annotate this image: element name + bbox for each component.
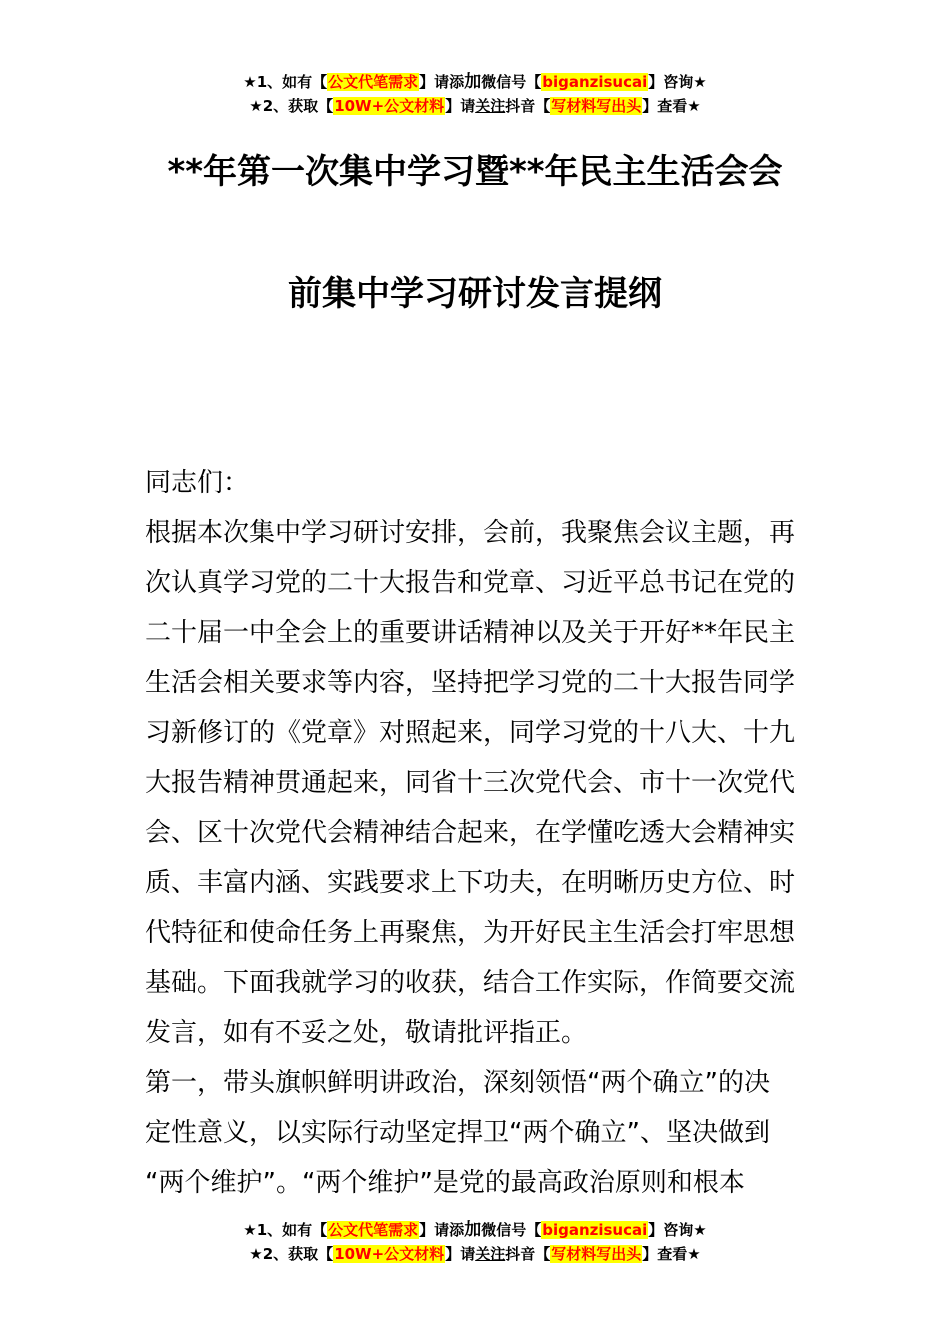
body-line: 代特征和使命任务上再聚焦，为开好民主生活会打牢思想 (145, 918, 796, 948)
ad-text: 微信号【 (481, 1221, 542, 1239)
body-line: 定性意义，以实际行动坚定捍卫“两个确立”、坚决做到 (145, 1118, 770, 1148)
ad-text: 抖音【 (505, 97, 551, 115)
body-line: 会、区十次党代会精神结合起来，在学懂吃透大会精神实 (145, 818, 796, 848)
ad-highlight: 写材料写出头 (551, 97, 642, 115)
ad-text: 】请添 (419, 73, 465, 91)
ad-highlight: 公文代笔需求 (328, 73, 419, 91)
salutation: 同志们： (145, 468, 250, 498)
ad-highlight: 10W+公文材料 (334, 97, 445, 115)
ad-highlight: biganzisucai (542, 73, 648, 91)
ad-text: ★1、如有【 (243, 73, 328, 91)
ad-text: ★1、如有【 (243, 1221, 328, 1239)
document-title-line-2: 前集中学习研讨发言提纲 (288, 274, 662, 314)
ad-highlight: 10W+公文材料 (334, 1245, 445, 1263)
ad-text: 加 (464, 1220, 482, 1240)
body-line: 次认真学习党的二十大报告和党章、习近平总书记在党的 (145, 568, 796, 598)
ad-text: 微信号【 (481, 73, 542, 91)
document-title-line-1: **年第一次集中学习暨**年民主生活会会 (167, 152, 783, 192)
ad-text: 】请添 (419, 1221, 465, 1239)
ad-text: 抖音【 (505, 1245, 551, 1263)
body-line: 质、丰富内涵、实践要求上下功夫，在明晰历史方位、时 (145, 868, 796, 898)
body-line: “两个维护”。“两个维护”是党的最高政治原则和根本 (145, 1168, 745, 1198)
ad-text: 】咨询★ (648, 1221, 707, 1239)
body-line: 生活会相关要求等内容，坚持把学习党的二十大报告同学 (145, 668, 796, 698)
ad-text: 关注 (475, 97, 506, 115)
body-line: 第一，带头旗帜鲜明讲政治，深刻领悟“两个确立”的决 (145, 1068, 770, 1098)
ad-text: 加 (464, 72, 482, 92)
ad-text: 】请 (445, 97, 476, 115)
ad-text: 】咨询★ (648, 73, 707, 91)
document-body (145, 458, 810, 1208)
body-line: 根据本次集中学习研讨安排，会前，我聚焦会议主题，再 (145, 518, 796, 548)
ad-highlight: 写材料写出头 (551, 1245, 642, 1263)
body-line: 基础。下面我就学习的收获，结合工作实际，作简要交流 (145, 968, 796, 998)
body-line: 发言，如有不妥之处，敬请批评指正。 (145, 1018, 588, 1048)
header-ad-line-2 (0, 94, 950, 118)
ad-text: 关注 (475, 1245, 506, 1263)
body-line: 大报告精神贯通起来，同省十三次党代会、市十一次党代 (145, 768, 796, 798)
ad-text: ★2、获取【 (249, 97, 334, 115)
ad-highlight: 公文代笔需求 (328, 1221, 419, 1239)
header-ad-line-1 (0, 70, 950, 94)
ad-text: 】查看★ (642, 1245, 701, 1263)
ad-highlight: biganzisucai (542, 1221, 648, 1239)
ad-text: ★2、获取【 (249, 1245, 334, 1263)
ad-text: 】请 (445, 1245, 476, 1263)
body-line: 二十届一中全会上的重要讲话精神以及关于开好**年民主 (145, 618, 796, 648)
body-line: 习新修订的《党章》对照起来，同学习党的十八大、十九 (145, 718, 796, 748)
footer-ad-line-1 (0, 1218, 950, 1242)
footer-ad-line-2 (0, 1242, 950, 1266)
ad-text: 】查看★ (642, 97, 701, 115)
